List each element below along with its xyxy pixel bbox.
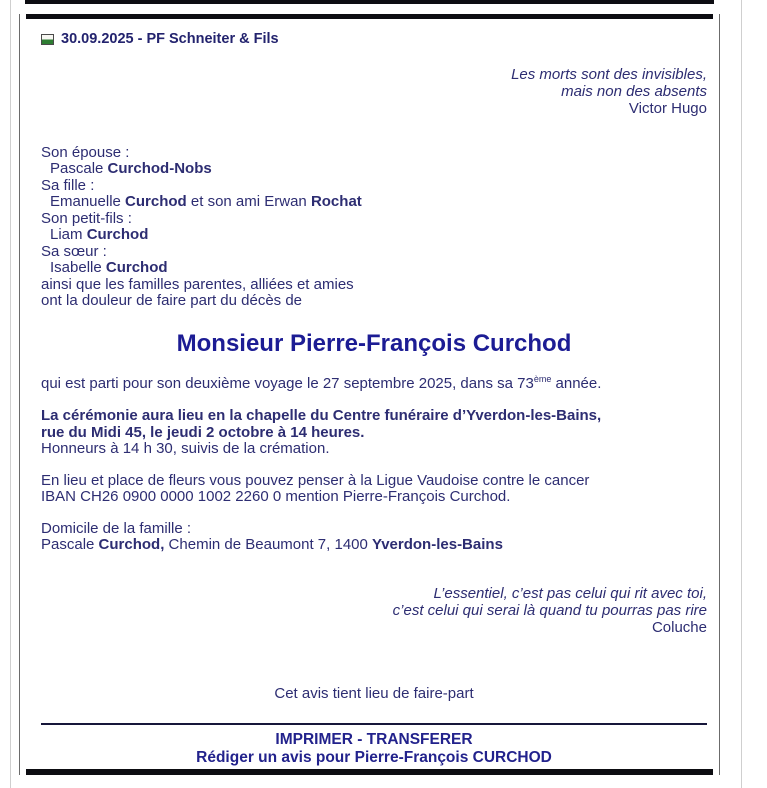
quote-author: Coluche xyxy=(651,618,707,636)
actions-row xyxy=(41,731,707,749)
donation-details xyxy=(41,473,707,506)
family-closing-line: ont la douleur de faire part du décès de xyxy=(41,292,303,309)
family-address xyxy=(41,521,707,554)
member-surname: Curchod xyxy=(86,226,149,243)
address-line xyxy=(41,537,707,554)
write-notice-link[interactable]: Rédiger un avis pour Pierre-François CURCHOD xyxy=(196,748,552,766)
member-surname: Curchod-Nobs xyxy=(107,160,212,177)
notice-content xyxy=(20,31,719,766)
family-member-spouse xyxy=(41,161,707,178)
ceremony-bold-line: La cérémonie aura lieu en la chapelle du Centre funéraire d’Yverdon-les-Bains, xyxy=(41,407,602,424)
notice-bottom-frame-bar xyxy=(26,769,713,775)
actions-separator: - xyxy=(352,731,367,748)
member-companion-text: et son ami Erwan xyxy=(186,193,311,210)
donation-iban-line: IBAN CH26 0900 0000 1002 2260 0 mention Pierre-François Curchod. xyxy=(41,488,511,505)
opening-quote xyxy=(41,66,707,117)
address-label: Domicile de la famille : xyxy=(41,519,192,537)
transfer-link[interactable]: TRANSFERER xyxy=(366,731,473,748)
notice-actions xyxy=(41,731,707,766)
print-link[interactable]: IMPRIMER xyxy=(275,731,353,748)
departure-announcement xyxy=(41,373,707,393)
relation-label-spouse: Son épouse : xyxy=(41,143,130,161)
notice-header xyxy=(41,31,707,48)
announcement-text-end: année. xyxy=(551,374,602,392)
deceased-name-title: Monsieur Pierre-François Curchod xyxy=(176,329,572,357)
family-member-grandson xyxy=(41,227,707,244)
quote-author: Victor Hugo xyxy=(628,99,707,117)
member-surname: Curchod xyxy=(105,259,168,276)
address-street: Chemin de Beaumont 7, 1400 xyxy=(164,536,373,553)
ceremony-bold-line: rue du Midi 45, le jeudi 2 octobre à 14 heures. xyxy=(41,423,365,441)
member-first-name: Pascale xyxy=(50,160,108,177)
ceremony-details xyxy=(41,408,707,458)
ceremony-honours-line: Honneurs à 14 h 30, suivis de la crémation. xyxy=(41,440,330,457)
previous-notice-bottom-bar xyxy=(25,0,714,4)
family-list xyxy=(41,145,707,310)
relation-label-grandson: Son petit-fils : xyxy=(41,209,132,227)
member-first-name: Liam xyxy=(50,226,87,243)
notices-list-background xyxy=(10,0,742,788)
notice-top-frame-bar xyxy=(26,14,713,19)
member-surname: Curchod xyxy=(125,193,187,210)
member-first-name: Isabelle xyxy=(50,259,106,276)
quote-line: Les morts sont des invisibles, xyxy=(511,65,707,83)
member-first-name: Emanuelle xyxy=(50,193,126,210)
date-funeral-home-label: 30.09.2025 - PF Schneiter & Fils xyxy=(61,31,279,47)
relation-label-sister: Sa sœur : xyxy=(41,242,107,260)
quote-line: mais non des absents xyxy=(561,82,707,100)
announcement-text: qui est parti pour son deuxième voyage le 27 septembre 2025, dans sa 73 xyxy=(41,374,534,392)
ordinal-suffix: ème xyxy=(533,373,552,384)
family-member-sister xyxy=(41,260,707,277)
donation-line: En lieu et place de fleurs vous pouvez penser à la Ligue Vaudoise contre le cancer xyxy=(41,471,590,489)
faire-part-note: Cet avis tient lieu de faire-part xyxy=(274,684,474,702)
address-first-name: Pascale xyxy=(41,536,99,553)
closing-quote xyxy=(41,585,707,636)
family-closing-line: ainsi que les familles parentes, alliées et amies xyxy=(41,275,354,293)
footer-divider xyxy=(41,723,707,725)
companion-surname: Rochat xyxy=(310,193,362,210)
quote-line: L’essentiel, c’est pas celui qui rit avec toi, xyxy=(433,584,707,602)
quote-line: c’est celui qui serai là quand tu pourras pas rire xyxy=(392,601,707,619)
relation-label-daughter: Sa fille : xyxy=(41,176,95,194)
death-notice-card xyxy=(19,14,720,775)
address-surname: Curchod, xyxy=(98,536,165,553)
family-member-daughter xyxy=(41,194,707,211)
vaud-flag-icon xyxy=(41,34,54,45)
address-city: Yverdon-les-Bains xyxy=(372,536,503,553)
